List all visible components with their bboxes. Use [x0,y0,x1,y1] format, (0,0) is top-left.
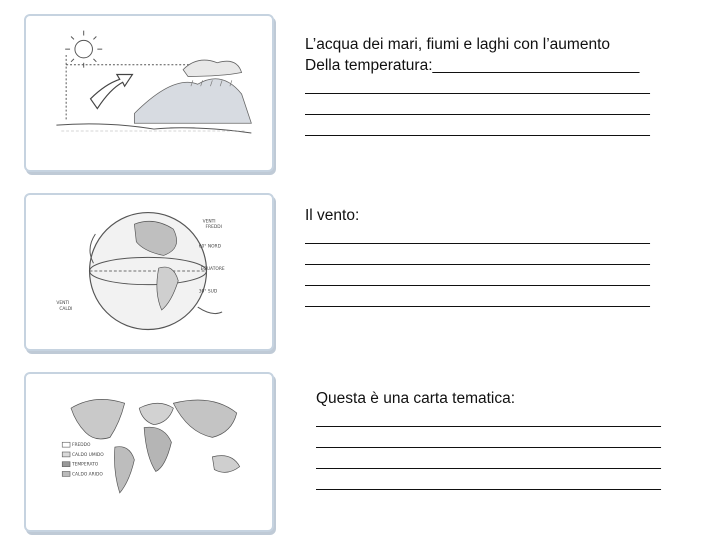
globe-winds-image-card [24,193,274,351]
water-question-line-1: L’acqua dei mari, fiumi e laghi con l’aumento [305,36,611,53]
label-venti-freddi-2: FREDDI [205,225,222,231]
europe-shape [139,403,173,424]
map-question-title: Questa è una carta tematica: [316,390,516,407]
asia-shape [173,400,236,437]
answer-blank-line[interactable]: ________________________________________ [316,474,661,491]
answer-blank-line[interactable]: ________________________________________ [305,291,650,308]
water-question-block [305,34,665,139]
evaporation-arrow [91,74,133,108]
wind-question-title: Il vento: [305,207,360,224]
wind-swirl-right [198,307,222,313]
label-venti-freddi: VENTI [202,219,216,225]
answer-blank-line[interactable]: ________________________________________ [305,120,650,137]
answer-blank-line[interactable]: ________________________________________ [305,270,650,287]
answer-blank-line[interactable]: ________________________________________ [305,249,650,266]
answer-blank-line[interactable]: ________________________________________ [316,432,661,449]
map-legend [62,442,104,477]
label-60-nord: 60° NORD [198,244,221,250]
answer-blank-line[interactable]: ________________________________________ [305,228,650,245]
ground-line [56,124,251,133]
svg-text:TEMPERATO: TEMPERATO [71,462,99,468]
wind-question-block [305,205,665,310]
world-climate-map-sketch [26,374,272,530]
globe-winds-sketch [26,195,272,349]
water-cycle-sketch [26,16,272,170]
label-60-sud: 30° SUD [198,289,218,295]
water-question-line-2[interactable]: Della temperatura:________________________ [305,57,640,74]
sun-icon [75,40,93,58]
answer-blank-line[interactable]: ________________________________________ [305,99,650,116]
label-venti-caldi-2: CALDI [59,307,73,313]
water-cycle-image-card [24,14,274,172]
africa-shape [144,427,171,471]
svg-text:CALDO ARIDO: CALDO ARIDO [71,472,103,478]
answer-blank-line[interactable]: ________________________________________ [316,411,661,428]
north-america-shape [71,399,125,439]
answer-blank-line[interactable]: ________________________________________ [305,78,650,95]
svg-text:CALDO UMIDO: CALDO UMIDO [71,452,104,458]
mountain-shape [134,79,251,123]
south-america-shape [114,447,134,493]
answer-blank-line[interactable]: ________________________________________ [316,453,661,470]
australia-shape [212,456,239,473]
label-equatore: EQUATORE [200,267,225,273]
label-venti-caldi: VENTI [56,301,70,307]
world-map-image-card [24,372,274,532]
map-question-block [316,388,676,493]
svg-text:FREDDO: FREDDO [71,443,91,449]
cloud-shape [183,60,241,76]
sun-rays [65,31,102,68]
